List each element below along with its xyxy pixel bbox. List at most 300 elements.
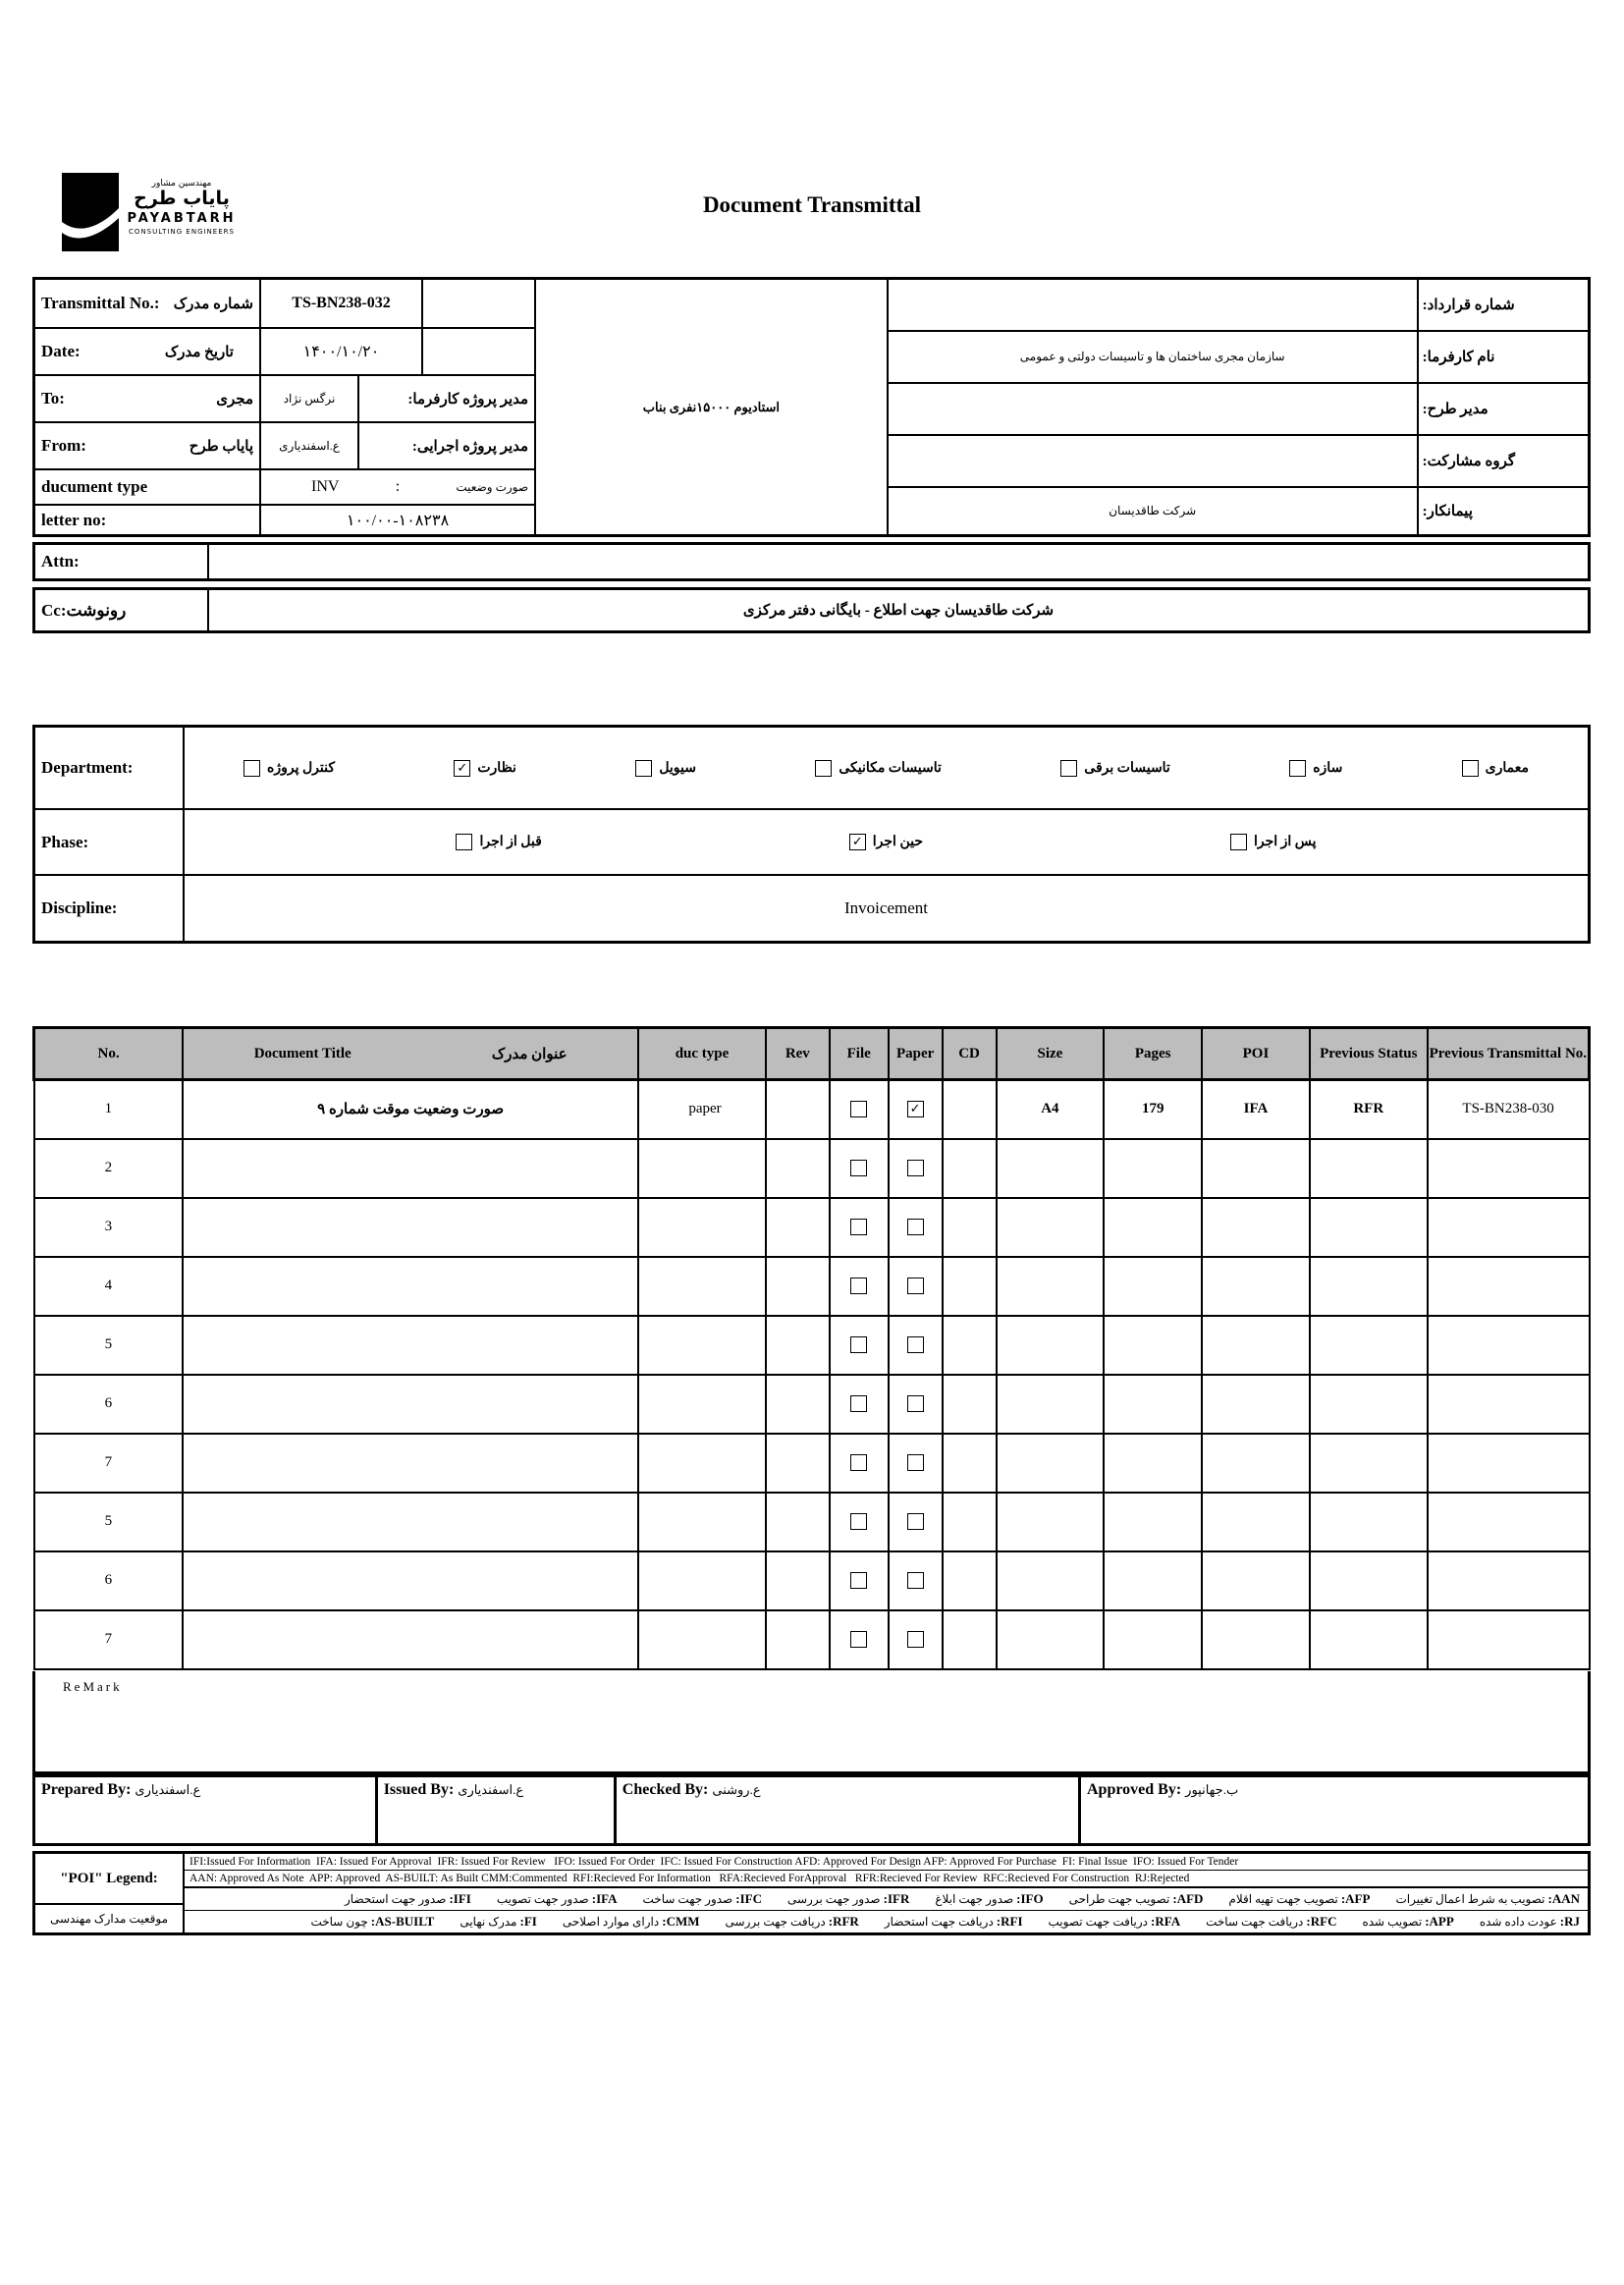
department-option[interactable] bbox=[1462, 760, 1529, 777]
doc-paper-cell bbox=[889, 1198, 943, 1257]
transmittal-no-label-en: Transmittal No.: bbox=[41, 294, 160, 312]
info-right-value: شرکت طاقدیسان bbox=[1109, 504, 1197, 517]
doc-title bbox=[183, 1493, 638, 1551]
doc-prev-transmittal bbox=[1428, 1375, 1590, 1434]
doc-no: 7 bbox=[34, 1610, 184, 1669]
doc-pages bbox=[1104, 1316, 1202, 1375]
discipline-value: Invoicement bbox=[844, 898, 928, 917]
date-label-fa: تاریخ مدرک bbox=[164, 344, 234, 360]
doc-title bbox=[183, 1316, 638, 1375]
department-option[interactable] bbox=[244, 760, 335, 777]
doc-title: صورت وضعیت موقت شماره ۹ bbox=[183, 1080, 638, 1139]
doc-paper-cell bbox=[889, 1139, 943, 1198]
signature-cell bbox=[1081, 1777, 1588, 1843]
doc-poi bbox=[1202, 1198, 1310, 1257]
doc-no: 6 bbox=[34, 1375, 184, 1434]
doc-cd bbox=[943, 1316, 997, 1375]
phase-options bbox=[185, 810, 1588, 874]
doc-cd bbox=[943, 1257, 997, 1316]
legend-fa-line1 bbox=[185, 1888, 1588, 1911]
signature-cell bbox=[617, 1777, 1081, 1843]
document-row bbox=[34, 1257, 1590, 1316]
doc-paper-cell bbox=[889, 1375, 943, 1434]
file-checkbox[interactable] bbox=[850, 1219, 867, 1235]
paper-checkbox[interactable] bbox=[907, 1572, 924, 1589]
info-right-label: پیمانکار: bbox=[1422, 504, 1473, 519]
doc-duc-type bbox=[638, 1375, 766, 1434]
document-type-row bbox=[35, 470, 534, 506]
info-right-label: شماره قرارداد: bbox=[1419, 280, 1588, 332]
doc-rev bbox=[766, 1434, 830, 1493]
doc-file-cell bbox=[830, 1551, 889, 1610]
doc-paper-cell bbox=[889, 1434, 943, 1493]
attn-label: Attn: bbox=[35, 545, 209, 578]
doc-rev bbox=[766, 1198, 830, 1257]
legend-item: IFC: صدور جهت ساخت bbox=[642, 1891, 762, 1906]
doc-size bbox=[997, 1375, 1105, 1434]
doc-cd bbox=[943, 1610, 997, 1669]
department-option-label: نظارت bbox=[477, 760, 516, 776]
legend-left-labels bbox=[35, 1854, 185, 1932]
signature-value: ب.جهانپور bbox=[1185, 1782, 1239, 1797]
doc-no: 5 bbox=[34, 1316, 184, 1375]
to-label bbox=[35, 376, 261, 421]
legend-item: RJ: عودت داده شده bbox=[1479, 1914, 1580, 1929]
doc-title bbox=[183, 1257, 638, 1316]
department-option-label: سیویل bbox=[659, 760, 696, 776]
doc-cd bbox=[943, 1375, 997, 1434]
department-option[interactable] bbox=[815, 760, 942, 777]
remark-area bbox=[32, 1671, 1591, 1774]
file-checkbox[interactable] bbox=[850, 1160, 867, 1176]
legend-item: RFR: دریافت جهت بررسی bbox=[725, 1914, 859, 1929]
header-no: No. bbox=[34, 1028, 184, 1080]
doc-no: 5 bbox=[34, 1493, 184, 1551]
paper-checkbox[interactable] bbox=[907, 1219, 924, 1235]
from-label bbox=[35, 423, 261, 468]
doc-paper-cell bbox=[889, 1493, 943, 1551]
doc-pages bbox=[1104, 1257, 1202, 1316]
doc-prev-status bbox=[1310, 1375, 1428, 1434]
header-cd: CD bbox=[943, 1028, 997, 1080]
department-option[interactable] bbox=[454, 760, 516, 777]
doc-paper-cell bbox=[889, 1610, 943, 1669]
document-row bbox=[34, 1139, 1590, 1198]
info-right-label: مدیر طرح: bbox=[1419, 384, 1588, 436]
header-paper: Paper bbox=[889, 1028, 943, 1080]
file-checkbox[interactable] bbox=[850, 1454, 867, 1471]
doc-prev-status bbox=[1310, 1493, 1428, 1551]
doc-no: 4 bbox=[34, 1257, 184, 1316]
department-option[interactable] bbox=[635, 760, 696, 777]
doc-cd bbox=[943, 1551, 997, 1610]
doc-size bbox=[997, 1139, 1105, 1198]
page-title: Document Transmittal bbox=[702, 192, 922, 217]
doc-no: 1 bbox=[34, 1080, 184, 1139]
department-label: Department: bbox=[35, 728, 185, 808]
attn-value bbox=[209, 545, 1588, 578]
document-row bbox=[34, 1493, 1590, 1551]
signature-label: Prepared By: bbox=[41, 1781, 132, 1798]
legend-item: IFA: صدور جهت تصویب bbox=[496, 1891, 618, 1906]
doc-rev bbox=[766, 1551, 830, 1610]
legend-item: RFA: دریافت جهت تصویب bbox=[1048, 1914, 1181, 1929]
to-person: نرگس نژاد bbox=[261, 376, 359, 421]
doc-rev bbox=[766, 1139, 830, 1198]
legend-item: IFR: صدور جهت بررسی bbox=[786, 1891, 910, 1906]
document-type-value-en: INV bbox=[311, 478, 340, 495]
doc-prev-status: RFR bbox=[1310, 1080, 1428, 1139]
transmittal-no-row bbox=[35, 280, 534, 329]
info-right-label: گروه مشارکت: bbox=[1419, 436, 1588, 488]
document-row bbox=[34, 1551, 1590, 1610]
doc-cd bbox=[943, 1434, 997, 1493]
logo-en-subtitle: CONSULTING ENGINEERS bbox=[129, 228, 235, 236]
from-value-fa: پایاب طرح bbox=[189, 438, 253, 455]
phase-checkbox[interactable] bbox=[456, 834, 472, 850]
header-rev: Rev bbox=[766, 1028, 830, 1080]
discipline-row bbox=[35, 876, 1588, 941]
header-document-title-fa: عنوان مدرک bbox=[491, 1046, 568, 1062]
file-checkbox[interactable] bbox=[850, 1278, 867, 1294]
doc-rev bbox=[766, 1610, 830, 1669]
doc-cd bbox=[943, 1493, 997, 1551]
doc-poi bbox=[1202, 1551, 1310, 1610]
document-type-label-text: ducument type bbox=[41, 477, 148, 496]
doc-duc-type bbox=[638, 1493, 766, 1551]
legend-item: AAN: تصویب به شرط اعمال تغییرات bbox=[1395, 1891, 1580, 1906]
doc-poi bbox=[1202, 1610, 1310, 1669]
date-row bbox=[35, 329, 534, 376]
doc-poi: IFA bbox=[1202, 1080, 1310, 1139]
info-right-value bbox=[889, 384, 1417, 436]
doc-no: 6 bbox=[34, 1551, 184, 1610]
file-checkbox[interactable] bbox=[850, 1336, 867, 1353]
signature-cell bbox=[35, 1777, 378, 1843]
document-row bbox=[34, 1434, 1590, 1493]
info-right-label: نام کارفرما: bbox=[1419, 332, 1588, 384]
legend-item: FI: مدرک نهایی bbox=[460, 1914, 537, 1929]
from-role-text: مدیر پروژه اجرایی: bbox=[411, 438, 529, 455]
document-type-value-fa: صورت وضعیت bbox=[456, 479, 529, 494]
doc-pages bbox=[1104, 1493, 1202, 1551]
document-row bbox=[34, 1198, 1590, 1257]
to-role-text: مدیر پروژه کارفرما: bbox=[407, 391, 529, 408]
paper-checkbox[interactable] bbox=[907, 1336, 924, 1353]
signature-label: Approved By: bbox=[1087, 1781, 1182, 1798]
department-checkbox[interactable] bbox=[1060, 760, 1077, 777]
doc-no: 7 bbox=[34, 1434, 184, 1493]
doc-title bbox=[183, 1375, 638, 1434]
letter-no-label-text: letter no: bbox=[41, 510, 107, 529]
empty-cell bbox=[423, 329, 534, 374]
doc-size bbox=[997, 1316, 1105, 1375]
department-checkbox[interactable] bbox=[815, 760, 832, 777]
file-checkbox[interactable] bbox=[850, 1631, 867, 1648]
doc-prev-status bbox=[1310, 1610, 1428, 1669]
paper-checkbox[interactable] bbox=[907, 1160, 924, 1176]
doc-size bbox=[997, 1257, 1105, 1316]
phase-option[interactable] bbox=[849, 834, 923, 850]
doc-file-cell bbox=[830, 1375, 889, 1434]
doc-title bbox=[183, 1434, 638, 1493]
doc-duc-type bbox=[638, 1257, 766, 1316]
document-table-header bbox=[34, 1028, 1590, 1080]
doc-file-cell bbox=[830, 1434, 889, 1493]
info-right-value bbox=[889, 280, 1417, 332]
doc-cd bbox=[943, 1080, 997, 1139]
from-person: ع.اسفندیاری bbox=[261, 423, 359, 468]
doc-poi bbox=[1202, 1257, 1310, 1316]
doc-pages bbox=[1104, 1198, 1202, 1257]
file-checkbox[interactable] bbox=[850, 1572, 867, 1589]
logo-en-name: PAYABTARH bbox=[127, 211, 237, 226]
doc-paper-cell bbox=[889, 1551, 943, 1610]
file-checkbox[interactable] bbox=[850, 1395, 867, 1412]
info-right-value: سازمان مجری ساختمان ها و تاسیسات دولتی و عمومی bbox=[889, 332, 1417, 384]
cc-label: Cc:رونوشت bbox=[35, 590, 209, 630]
phase-checkbox-checked[interactable] bbox=[849, 834, 866, 850]
to-row bbox=[35, 376, 534, 423]
header-size: Size bbox=[997, 1028, 1105, 1080]
doc-size bbox=[997, 1434, 1105, 1493]
doc-size: A4 bbox=[997, 1080, 1105, 1139]
transmittal-info-table bbox=[32, 277, 1591, 537]
header-previous-transmittal-no: Previous Transmittal No. bbox=[1428, 1028, 1590, 1080]
doc-duc-type bbox=[638, 1610, 766, 1669]
file-checkbox[interactable] bbox=[850, 1513, 867, 1530]
doc-duc-type bbox=[638, 1434, 766, 1493]
department-option-label: معماری bbox=[1485, 760, 1529, 776]
doc-poi bbox=[1202, 1316, 1310, 1375]
header-file: File bbox=[830, 1028, 889, 1080]
paper-checkbox[interactable] bbox=[907, 1631, 924, 1648]
from-label-en: From: bbox=[41, 436, 86, 455]
doc-poi bbox=[1202, 1139, 1310, 1198]
from-role-label bbox=[359, 423, 534, 468]
legend-en-line1: IFI:Issued For Information IFA: Issued For Approval IFR: Issued For Review IFO: Issued For Order IFC: Issued For Construction AFD: Approved For Design AFP: Approved For Purchase FI: Final Issue IFO: Issued For Tender bbox=[185, 1854, 1588, 1871]
attn-row bbox=[32, 542, 1591, 581]
doc-prev-transmittal bbox=[1428, 1493, 1590, 1551]
header-document-title bbox=[183, 1028, 638, 1080]
doc-prev-status bbox=[1310, 1198, 1428, 1257]
date-label-en: Date: bbox=[41, 342, 81, 360]
doc-pages bbox=[1104, 1375, 1202, 1434]
signature-label: Issued By: bbox=[383, 1781, 455, 1798]
paper-checkbox[interactable] bbox=[907, 1513, 924, 1530]
doc-cd bbox=[943, 1198, 997, 1257]
letter-no-row bbox=[35, 506, 534, 534]
poi-legend-label: "POI" Legend: bbox=[35, 1854, 183, 1905]
department-option-label: تاسیسات مکانیکی bbox=[839, 760, 942, 776]
doc-paper-cell bbox=[889, 1080, 943, 1139]
doc-poi bbox=[1202, 1375, 1310, 1434]
department-row bbox=[35, 728, 1588, 810]
signature-cell bbox=[378, 1777, 617, 1843]
doc-prev-transmittal bbox=[1428, 1139, 1590, 1198]
to-role-label bbox=[359, 376, 534, 421]
signature-value: ع.روشنی bbox=[712, 1782, 761, 1797]
department-options bbox=[185, 728, 1588, 808]
department-checkbox[interactable] bbox=[1462, 760, 1479, 777]
doc-rev bbox=[766, 1257, 830, 1316]
date-value: ۱۴۰۰/۱۰/۲۰ bbox=[261, 329, 423, 374]
doc-rev bbox=[766, 1375, 830, 1434]
doc-rev bbox=[766, 1080, 830, 1139]
transmittal-info-section bbox=[32, 277, 1591, 633]
document-type-label bbox=[35, 470, 261, 504]
doc-file-cell bbox=[830, 1257, 889, 1316]
doc-size bbox=[997, 1493, 1105, 1551]
doc-title bbox=[183, 1198, 638, 1257]
transmittal-no-label bbox=[35, 280, 261, 327]
doc-pages bbox=[1104, 1610, 1202, 1669]
doc-size bbox=[997, 1610, 1105, 1669]
info-right-value bbox=[889, 436, 1417, 488]
doc-title bbox=[183, 1139, 638, 1198]
paper-checkbox[interactable] bbox=[907, 1278, 924, 1294]
signature-value: ع.اسفندیاری bbox=[458, 1782, 524, 1797]
from-row bbox=[35, 423, 534, 470]
document-type-value bbox=[261, 470, 534, 504]
doc-poi bbox=[1202, 1493, 1310, 1551]
paper-checkbox-checked[interactable] bbox=[907, 1101, 924, 1117]
department-option-label: سازه bbox=[1313, 760, 1343, 776]
department-checkbox[interactable] bbox=[244, 760, 260, 777]
transmittal-no-value: TS-BN238-032 bbox=[261, 280, 423, 327]
legend-item: IFO: صدور جهت ابلاغ bbox=[935, 1891, 1044, 1906]
poi-legend bbox=[32, 1851, 1591, 1935]
phase-checkbox[interactable] bbox=[1230, 834, 1247, 850]
department-option-label: کنترل پروژه bbox=[267, 760, 335, 776]
doc-prev-status bbox=[1310, 1551, 1428, 1610]
doc-rev bbox=[766, 1316, 830, 1375]
header bbox=[0, 0, 1624, 277]
doc-cd bbox=[943, 1139, 997, 1198]
doc-duc-type bbox=[638, 1198, 766, 1257]
phase-label: Phase: bbox=[35, 810, 185, 874]
legend-fa-line2 bbox=[185, 1911, 1588, 1932]
legend-item: AFP: تصویب جهت تهیه اقلام bbox=[1228, 1891, 1371, 1906]
discipline-value-cell bbox=[185, 876, 1588, 941]
info-right-values bbox=[889, 280, 1419, 534]
project-name-cell: استادیوم ۱۵۰۰۰نفری بناب bbox=[536, 280, 889, 534]
phase-option-label: حین اجرا bbox=[872, 835, 923, 849]
department-option[interactable] bbox=[1289, 760, 1342, 777]
doc-pages: 179 bbox=[1104, 1080, 1202, 1139]
cc-value: شرکت طاقدیسان جهت اطلاع - بایگانی دفتر مرکزی bbox=[742, 603, 1055, 619]
letter-no-value: ۱۰۰/۰۰-۱۰۸۲۳۸ bbox=[346, 512, 450, 529]
paper-checkbox[interactable] bbox=[907, 1395, 924, 1412]
doc-file-cell bbox=[830, 1316, 889, 1375]
date-label bbox=[35, 329, 261, 374]
doc-size bbox=[997, 1551, 1105, 1610]
doc-title bbox=[183, 1551, 638, 1610]
doc-duc-type: paper bbox=[638, 1080, 766, 1139]
legend-item: AS-BUILT: چون ساخت bbox=[310, 1914, 435, 1929]
doc-prev-status bbox=[1310, 1316, 1428, 1375]
document-row bbox=[34, 1080, 1590, 1139]
doc-pages bbox=[1104, 1139, 1202, 1198]
header-document-title-en: Document Title bbox=[253, 1045, 352, 1061]
info-left-block bbox=[35, 280, 536, 534]
department-option-label: تاسیسات برقی bbox=[1084, 760, 1170, 776]
doc-prev-transmittal bbox=[1428, 1551, 1590, 1610]
legend-en-line2: AAN: Approved As Note APP: Approved AS-BUILT: As Built CMM:Commented RFI:Recieved For Information RFA:Recieved ForApproval RFR:Recieved For Review RFC:Recieved For Construction RJ:Rejected bbox=[185, 1871, 1588, 1888]
to-value-fa: مجری bbox=[216, 391, 253, 408]
header-duc-type: duc type bbox=[638, 1028, 766, 1080]
logo-fa-tagline: مهندسین مشاور bbox=[151, 179, 212, 189]
signatures-row bbox=[32, 1774, 1591, 1846]
doc-file-cell bbox=[830, 1139, 889, 1198]
legend-item: APP: تصویب شده bbox=[1362, 1914, 1454, 1929]
doc-no: 2 bbox=[34, 1139, 184, 1198]
legend-item: RFC: دریافت جهت ساخت bbox=[1206, 1914, 1337, 1929]
header-previous-status: Previous Status bbox=[1310, 1028, 1428, 1080]
doc-paper-cell bbox=[889, 1257, 943, 1316]
document-list-table bbox=[32, 1026, 1591, 1670]
department-checkbox[interactable] bbox=[1289, 760, 1306, 777]
paper-checkbox[interactable] bbox=[907, 1454, 924, 1471]
transmittal-no-label-fa: شماره مدرک bbox=[173, 296, 253, 312]
doc-prev-transmittal bbox=[1428, 1316, 1590, 1375]
doc-prev-transmittal: TS-BN238-030 bbox=[1428, 1080, 1590, 1139]
letter-no-label bbox=[35, 506, 261, 534]
signature-label: Checked By: bbox=[622, 1781, 709, 1798]
doc-duc-type bbox=[638, 1139, 766, 1198]
phase-option[interactable] bbox=[456, 834, 541, 850]
empty-cell bbox=[423, 280, 534, 327]
department-checkbox[interactable] bbox=[635, 760, 652, 777]
legend-fa-label: موقعیت مدارک مهندسی bbox=[49, 1911, 169, 1926]
doc-prev-transmittal bbox=[1428, 1257, 1590, 1316]
header-pages: Pages bbox=[1104, 1028, 1202, 1080]
file-checkbox[interactable] bbox=[850, 1101, 867, 1117]
info-right-labels bbox=[1419, 280, 1588, 534]
doc-file-cell bbox=[830, 1080, 889, 1139]
doc-file-cell bbox=[830, 1610, 889, 1669]
department-option[interactable] bbox=[1060, 760, 1170, 777]
phase-option[interactable] bbox=[1230, 834, 1317, 850]
signature-value: ع.اسفندیاری bbox=[135, 1782, 201, 1797]
legend-lines bbox=[185, 1854, 1588, 1932]
department-checkbox-checked[interactable] bbox=[454, 760, 470, 777]
legend-item: IFI: صدور جهت استحضار bbox=[345, 1891, 471, 1906]
document-row bbox=[34, 1316, 1590, 1375]
legend-item: CMM: دارای موارد اصلاحی bbox=[562, 1914, 700, 1929]
doc-prev-status bbox=[1310, 1257, 1428, 1316]
doc-size bbox=[997, 1198, 1105, 1257]
doc-prev-status bbox=[1310, 1139, 1428, 1198]
phase-row bbox=[35, 810, 1588, 876]
cc-row bbox=[32, 587, 1591, 633]
doc-pages bbox=[1104, 1551, 1202, 1610]
doc-prev-transmittal bbox=[1428, 1610, 1590, 1669]
header-poi: POI bbox=[1202, 1028, 1310, 1080]
discipline-label: Discipline: bbox=[35, 876, 185, 941]
remark-label: ReMark bbox=[63, 1679, 123, 1694]
doc-no: 3 bbox=[34, 1198, 184, 1257]
phase-option-label: قبل از اجرا bbox=[479, 835, 542, 849]
doc-prev-transmittal bbox=[1428, 1434, 1590, 1493]
doc-file-cell bbox=[830, 1198, 889, 1257]
doc-rev bbox=[766, 1493, 830, 1551]
doc-duc-type bbox=[638, 1551, 766, 1610]
document-type-colon: : bbox=[395, 478, 401, 495]
legend-item: AFD: تصویب جهت طراحی bbox=[1068, 1891, 1204, 1906]
to-label-en: To: bbox=[41, 389, 65, 408]
doc-poi bbox=[1202, 1434, 1310, 1493]
